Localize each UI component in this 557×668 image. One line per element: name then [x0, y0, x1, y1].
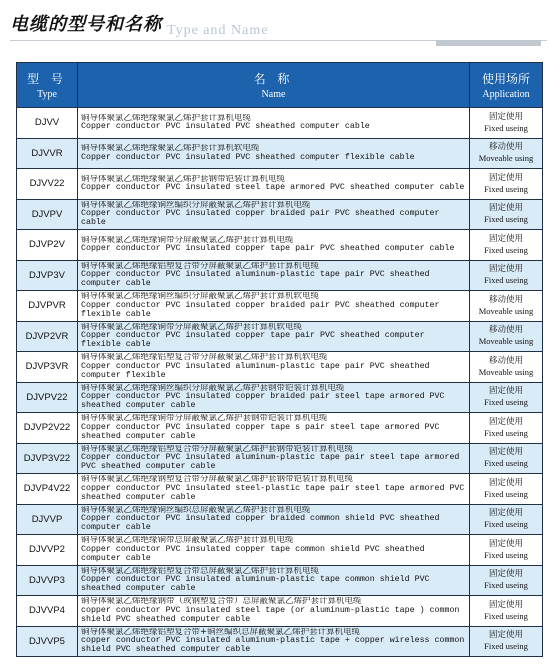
name-cn: 铜导体聚氯乙烯绝缘铝塑复合带总屏蔽聚氯乙烯护套计算机电缆: [81, 566, 320, 576]
model-cell: DJVV: [17, 108, 78, 139]
table-row: [17, 626, 543, 657]
name-en: copper conductor PVC insulated steel tape (or aluminum-plastic tape ) common shield PVC sheathed computer cable: [81, 605, 460, 624]
name-cell: [78, 108, 470, 139]
application-en: Fixed useing: [484, 244, 528, 255]
application-cell: [470, 199, 543, 230]
model-cell: DJVVP2: [17, 535, 78, 566]
name-en: copper conductor PVC insulated steel-plastic tape pair steel tape armored PVC sheathed computer cable: [81, 483, 465, 502]
table-row: [17, 596, 543, 627]
name-cell: [78, 260, 470, 291]
name-en: Copper conductor PVC insulated copper tape pair PVC sheathed computer flexible cable: [81, 331, 425, 349]
name-cell: [78, 382, 470, 413]
type-column-header: [17, 63, 78, 108]
application-cell: [470, 230, 543, 261]
name-cell: [78, 352, 470, 383]
application-cell: [470, 535, 543, 566]
table-row: [17, 230, 543, 261]
application-cell: [470, 504, 543, 535]
name-cell: [78, 413, 470, 444]
model-cell: DJVVP: [17, 504, 78, 535]
name-cell: [78, 443, 470, 474]
table-row: [17, 535, 543, 566]
name-header-cn: 名 称: [253, 72, 294, 86]
application-en: Fixed useing: [484, 214, 528, 225]
table-row: [17, 199, 543, 230]
application-cn: 固定使用: [488, 233, 523, 244]
name-cn: 铜导体聚氯乙烯绝缘聚氯乙烯护套钢带铠装计算机电缆: [81, 174, 286, 184]
model-cell: DJVVP5: [17, 626, 78, 657]
name-cn: 铜导体聚氯乙烯绝缘铝塑复合带分屏蔽聚氯乙烯护套计算机软电缆: [81, 353, 328, 363]
application-en: Moveable using: [478, 153, 534, 164]
table-row: [17, 169, 543, 200]
name-cell: [78, 535, 470, 566]
application-en: Fixed useing: [484, 427, 528, 438]
table-row: [17, 413, 543, 444]
name-en: Copper conductor PVC insulated aluminum-plastic tape pair PVC sheathed computer cable: [81, 270, 430, 288]
model-cell: DJVP3VR: [17, 352, 78, 383]
application-en: Fixed useing: [484, 549, 528, 560]
application-cn: 移动使用: [488, 355, 523, 366]
name-en: Copper conductor PVC insulated aluminum-plastic tape pair PVC sheathed computer flexible: [81, 361, 430, 380]
application-cn: 固定使用: [488, 111, 523, 122]
name-en: copper conductor PVC insulated aluminum-plastic tape + copper wireless common shield PVC sheathed computer cable: [81, 636, 465, 654]
application-cn: 固定使用: [488, 386, 523, 397]
application-column-header: [470, 63, 543, 108]
table-row: [17, 260, 543, 291]
name-cn: 铜导体聚氯乙烯绝缘铜带分屏蔽聚氯乙烯护套计算机软电缆: [81, 322, 303, 332]
model-cell: DJVP2VR: [17, 321, 78, 352]
model-cell: DJVV22: [17, 169, 78, 200]
application-cell: [470, 138, 543, 169]
name-cell: [78, 291, 470, 322]
application-cell: [470, 108, 543, 139]
table-header-row: [17, 63, 543, 108]
name-column-header: [78, 63, 470, 108]
application-en: Fixed useing: [484, 397, 528, 408]
name-cell: [78, 565, 470, 596]
name-cn: 铜导体聚氯乙烯绝缘聚氯乙烯护套计算机电缆: [81, 113, 252, 123]
name-en: Copper conductor PVC insulated copper braided pair PVC sheathed computer flexible cable: [81, 300, 440, 319]
name-cn: 铜导体聚氯乙烯绝缘铜带总屏蔽聚氯乙烯护套计算机电缆: [81, 536, 294, 546]
application-en: Fixed useing: [484, 610, 528, 621]
application-cell: [470, 352, 543, 383]
name-cell: [78, 230, 470, 261]
application-cn: 固定使用: [488, 264, 523, 275]
application-cn: 移动使用: [488, 142, 523, 153]
name-cn: 铜导体聚氯乙烯绝缘聚氯乙烯护套计算机软电缆: [81, 144, 260, 154]
name-en: Copper conductor PVC insulated copper braided pair PVC sheathed computer cable: [81, 209, 440, 227]
application-cell: [470, 443, 543, 474]
application-en: Moveable using: [478, 336, 534, 347]
table-row: [17, 138, 543, 169]
application-cell: [470, 321, 543, 352]
application-en: Fixed useing: [484, 641, 528, 652]
application-cn: 移动使用: [488, 294, 523, 305]
application-en: Fixed useing: [484, 458, 528, 469]
name-en: Copper conductor PVC insulated PVC sheathed computer cable: [81, 122, 370, 132]
application-en: Fixed useing: [484, 580, 528, 591]
application-cell: [470, 260, 543, 291]
name-cell: [78, 474, 470, 505]
application-cn: 固定使用: [488, 203, 523, 214]
application-en: Fixed useing: [484, 122, 528, 133]
model-cell: DJVVP4: [17, 596, 78, 627]
name-en: Copper conductor PVC insulated aluminum-plastic tape common shield PVC sheathed computer cable: [81, 575, 430, 593]
application-en: Fixed useing: [484, 488, 528, 499]
application-cell: [470, 474, 543, 505]
table-row: [17, 565, 543, 596]
name-en: Copper conductor PVC insulated copper tape s pair steel tape armored PVC sheathed computer cable: [81, 422, 440, 441]
model-cell: DJVP3V: [17, 260, 78, 291]
name-cn: 铜导体聚氯乙烯绝缘铜丝编织分屏蔽聚氯乙烯护套计算机软电缆: [81, 292, 320, 302]
name-en: Copper conductor PVC insulated aluminum-plastic tape pair steel tape armored PVC sheathed computer cable: [81, 453, 460, 471]
table-row: [17, 321, 543, 352]
name-cell: [78, 321, 470, 352]
name-cn: 铜导体聚氯乙烯绝缘铝塑复合带分屏蔽聚氯乙烯护套计算机电缆: [81, 261, 320, 271]
name-header-en: Name: [261, 89, 286, 100]
application-cn: 固定使用: [488, 599, 523, 610]
application-cell: [470, 565, 543, 596]
application-cn: 固定使用: [488, 477, 523, 488]
model-cell: DJVP4V22: [17, 474, 78, 505]
model-cell: DJVPVR: [17, 291, 78, 322]
name-cn: 铜导体聚氯乙烯绝缘铜丝编织分屏蔽聚氯乙烯护套钢带铠装计算机电缆: [81, 383, 345, 393]
application-cn: 固定使用: [488, 538, 523, 549]
application-cn: 固定使用: [488, 447, 523, 458]
application-cell: [470, 413, 543, 444]
name-cn: 铜导体聚氯乙烯绝缘铜丝编织分屏蔽聚氯乙烯护套计算机电缆: [81, 200, 311, 210]
application-en: Moveable using: [478, 366, 534, 377]
name-cell: [78, 596, 470, 627]
page-title: 电缆的型号和名称: [10, 14, 162, 35]
header-accent-bar: [436, 40, 541, 46]
application-en: Fixed useing: [484, 275, 528, 286]
name-cn: 铜导体聚氯乙烯绝缘铜带分屏蔽聚氯乙烯护套计算机电缆: [81, 235, 294, 245]
name-en: Copper conductor PVC insulated steel tape armored PVC sheathed computer cable: [81, 183, 465, 193]
model-cell: DJVP3V22: [17, 443, 78, 474]
name-cell: [78, 504, 470, 535]
name-cell: [78, 626, 470, 657]
application-header-en: Application: [482, 89, 530, 100]
cable-type-table: [16, 62, 543, 657]
name-cn: 铜导体聚氯乙烯绝缘铝塑复合带分屏蔽聚氯乙烯护套钢带铠装计算机电缆: [81, 444, 354, 454]
table-row: [17, 108, 543, 139]
application-cell: [470, 626, 543, 657]
application-cell: [470, 596, 543, 627]
application-cell: [470, 291, 543, 322]
type-header-cn: 型 号: [27, 72, 67, 86]
application-cn: 移动使用: [488, 325, 523, 336]
name-en: Copper conductor PVC insulated copper braided pair steel tape armored PVC sheathed computer cable: [81, 392, 445, 410]
name-en: Copper conductor PVC insulated copper tape pair PVC sheathed computer cable: [81, 244, 455, 254]
name-cell: [78, 169, 470, 200]
table-row: [17, 352, 543, 383]
application-en: Moveable using: [478, 305, 534, 316]
table-row: [17, 291, 543, 322]
name-cn: 铜导体聚氯乙烯绝缘铜带分屏蔽聚氯乙烯护套钢带铠装计算机电缆: [81, 414, 328, 424]
model-cell: DJVP2V: [17, 230, 78, 261]
application-cn: 固定使用: [488, 416, 523, 427]
table-row: [17, 474, 543, 505]
name-cn: 铜导体聚氯乙烯绝缘铜丝编织总屏蔽聚氯乙烯护套计算机电缆: [81, 505, 311, 515]
application-cn: 固定使用: [488, 508, 523, 519]
name-en: Copper conductor PVC insulated copper braided common shield PVC sheathed computer cable: [81, 514, 440, 532]
model-cell: DJVPV: [17, 199, 78, 230]
name-cn: 铜导体聚氯乙烯绝缘铝塑复合带+铜丝编织总屏蔽聚氯乙烯护套计算机电缆: [81, 627, 361, 637]
model-cell: DJVVR: [17, 138, 78, 169]
application-cn: 固定使用: [488, 630, 523, 641]
application-cell: [470, 382, 543, 413]
application-en: Fixed useing: [484, 519, 528, 530]
application-en: Fixed useing: [484, 183, 528, 194]
name-cn: 铜导体聚氯乙烯绝缘钢带（或钢塑复合带）总屏蔽聚氯乙烯护套计算机电缆: [81, 597, 362, 607]
page-subtitle: Type and Name: [167, 23, 269, 38]
application-cell: [470, 169, 543, 200]
table-row: [17, 382, 543, 413]
table-row: [17, 443, 543, 474]
name-en: Copper conductor PVC insulated PVC sheathed computer flexible cable: [81, 152, 415, 162]
application-cn: 固定使用: [488, 172, 523, 183]
model-cell: DJVVP3: [17, 565, 78, 596]
name-en: Copper conductor PVC insulated copper tape common shield PVC sheathed computer cable: [81, 544, 425, 563]
model-cell: DJVPV22: [17, 382, 78, 413]
name-cell: [78, 199, 470, 230]
name-cell: [78, 138, 470, 169]
type-header-en: Type: [37, 89, 57, 100]
application-header-cn: 使用场所: [481, 72, 530, 86]
name-cn: 铜导体聚氯乙烯绝缘钢塑复合带分屏蔽聚氯乙烯护套钢带铠装计算机电缆: [81, 475, 354, 485]
table-row: [17, 504, 543, 535]
application-cn: 固定使用: [488, 569, 523, 580]
model-cell: DJVP2V22: [17, 413, 78, 444]
